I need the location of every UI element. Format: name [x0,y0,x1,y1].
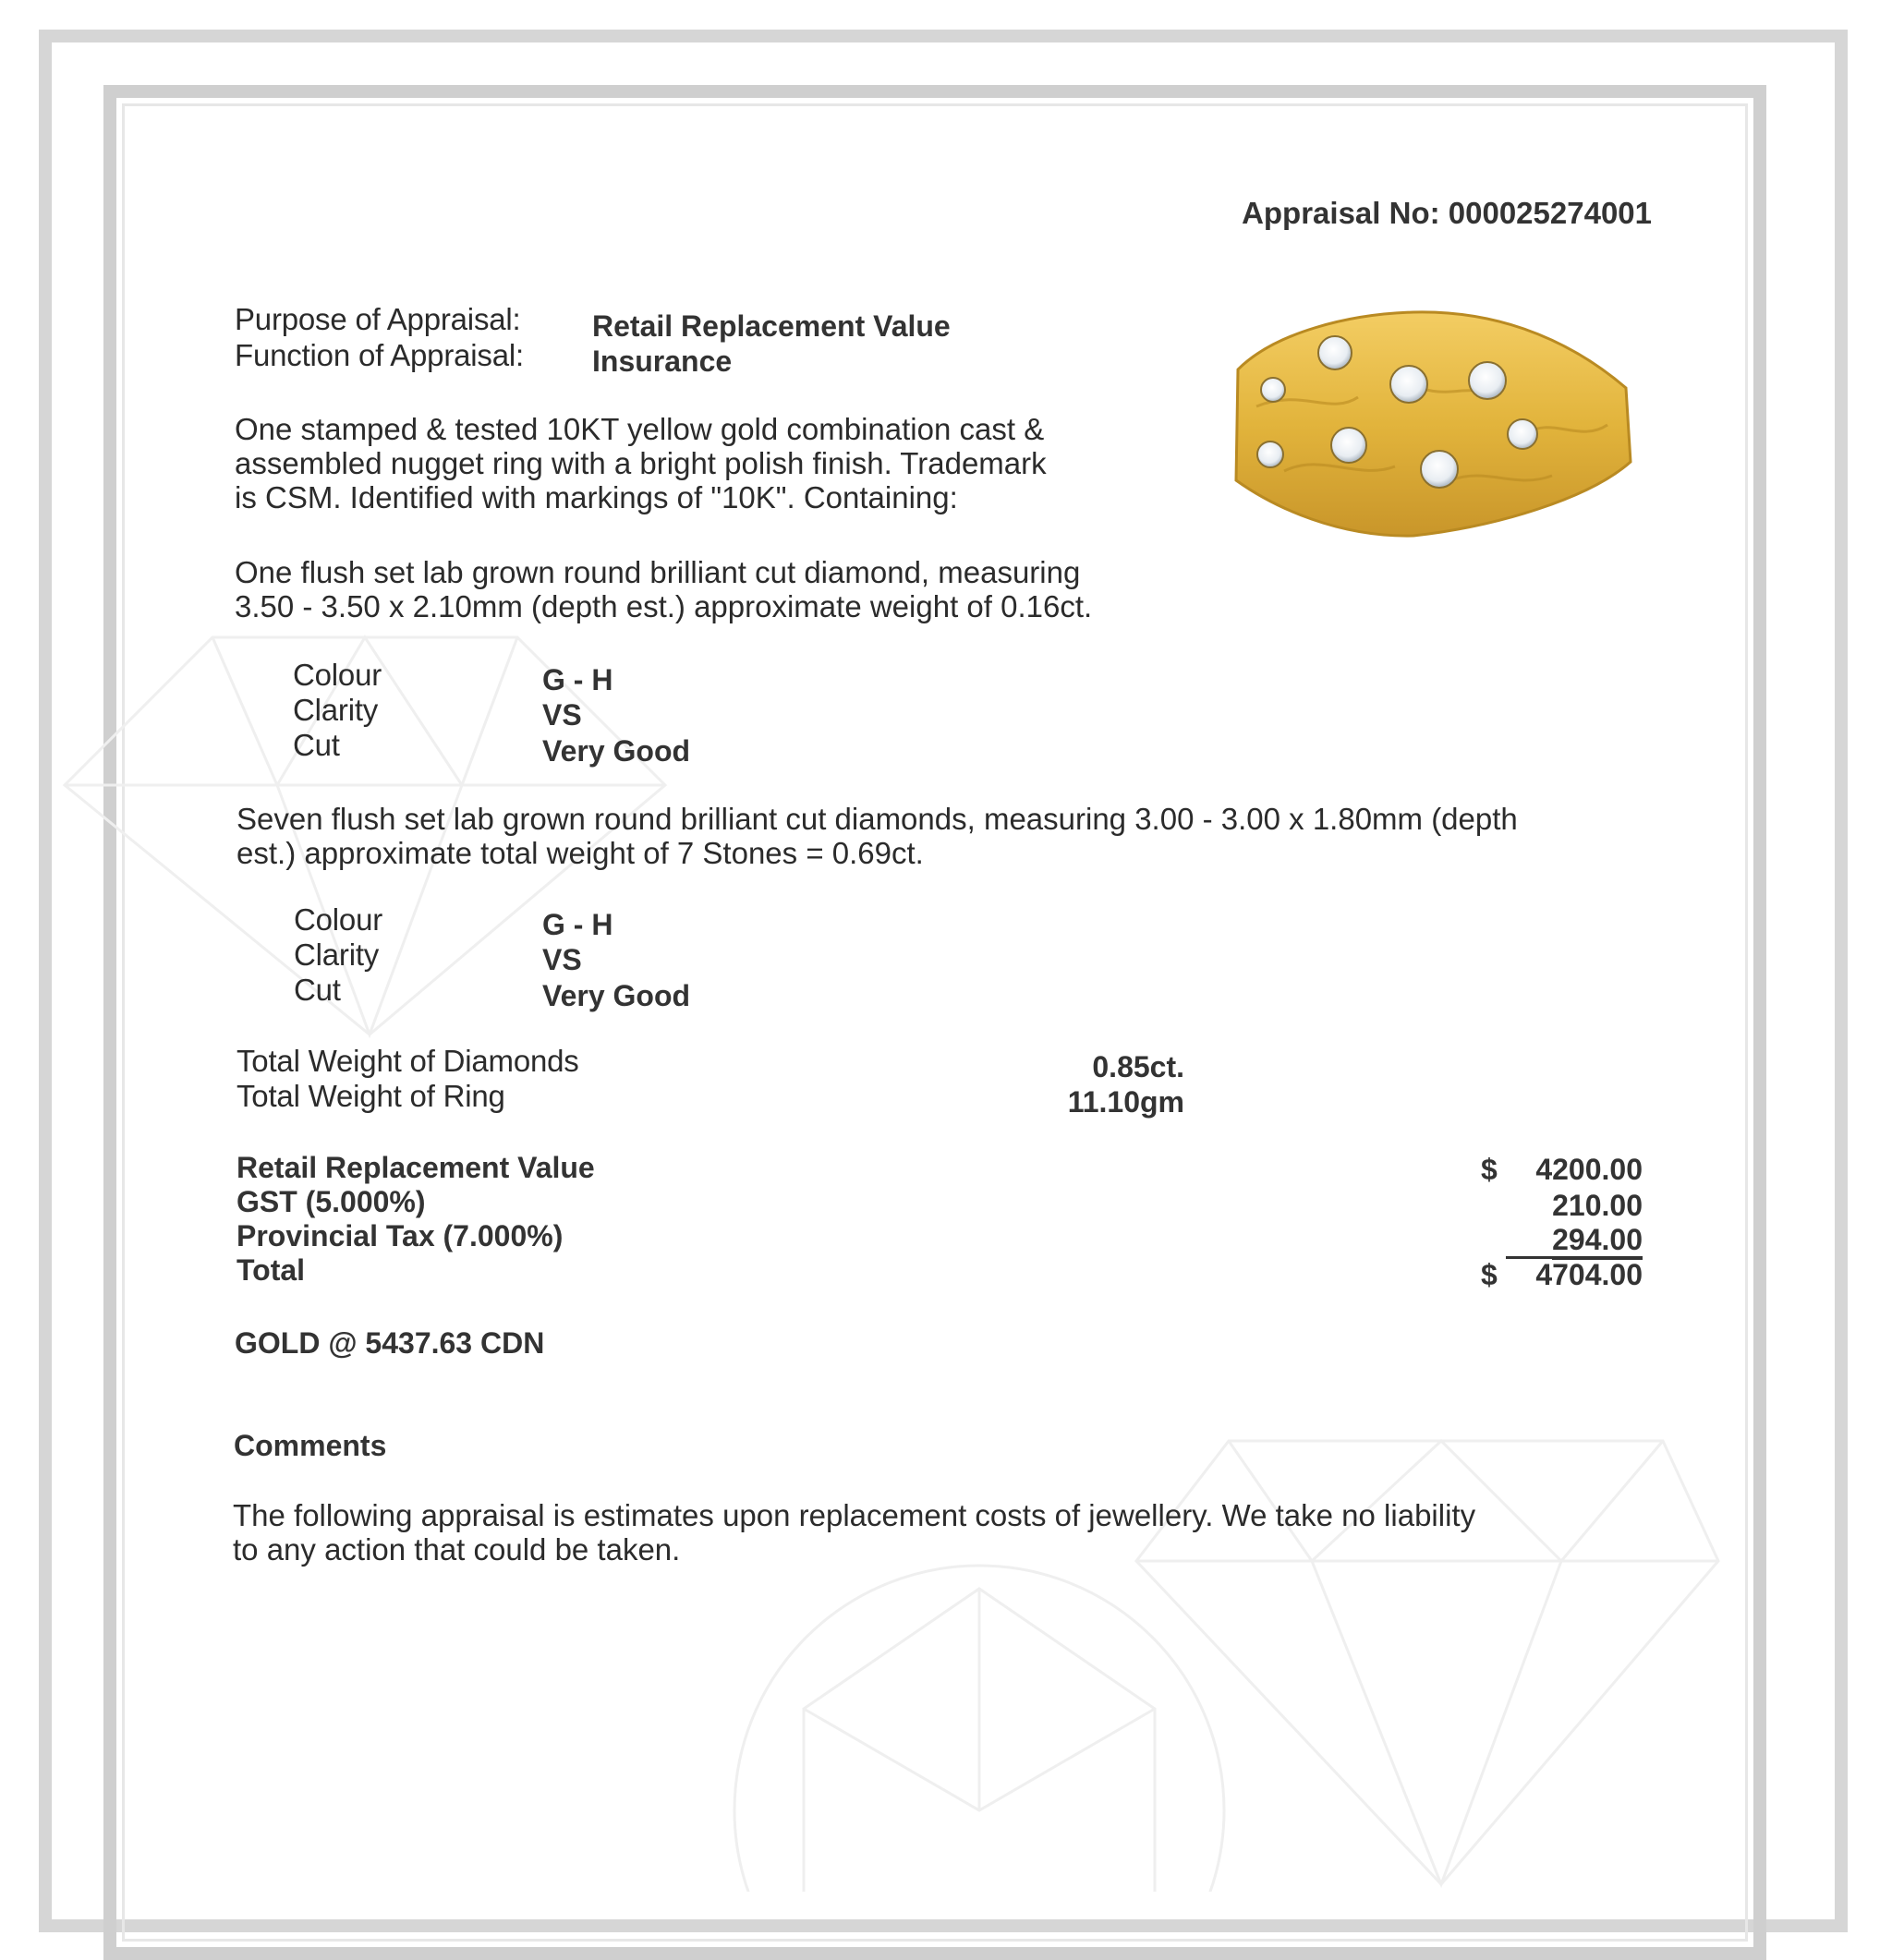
description [235,412,1047,514]
ring-photo [1219,296,1635,554]
purpose-label: Purpose of Appraisal: [235,302,521,336]
gold-price: GOLD @ 5437.63 CDN [235,1326,545,1360]
stone1-clarity-value: VS [542,698,582,732]
retail-value-currency: $ [1481,1153,1498,1186]
total-amount: 4704.00 [1535,1258,1643,1291]
description-line: is CSM. Identified with markings of "10K". Containing: [235,480,958,514]
function-label: Function of Appraisal: [235,338,524,372]
retail-value-label: Retail Replacement Value [236,1151,595,1184]
gst-label: GST (5.000%) [236,1185,426,1218]
stone2-clarity-value: VS [542,943,582,976]
stone2-clarity-label: Clarity [294,938,380,972]
stone1-description [235,555,1092,623]
description-line: One stamped & tested 10KT yellow gold combination cast & [235,412,1045,446]
stone1-colour-value: G - H [542,663,613,696]
total-currency: $ [1481,1258,1498,1291]
stone2-description [236,802,1518,870]
diamond-weight-value: 0.85ct. [1092,1050,1184,1083]
comments-heading: Comments [234,1429,387,1462]
retail-value-amount: 4200.00 [1535,1153,1643,1186]
provincial-tax-label: Provincial Tax (7.000%) [236,1219,564,1252]
stone2-colour-value: G - H [542,908,613,941]
stone2-line: Seven flush set lab grown round brilliant cut diamonds, measuring 3.00 - 3.00 x 1.80mm (depth [236,802,1518,836]
stone1-line: 3.50 - 3.50 x 2.10mm (depth est.) approximate weight of 0.16ct. [235,589,1093,623]
comments-line: The following appraisal is estimates upon replacement costs of jewellery. We take no liability [233,1498,1476,1532]
stone1-clarity-label: Clarity [293,693,379,727]
stone2-colour-label: Colour [294,902,383,937]
comments-text [233,1498,1475,1567]
comments-line: to any action that could be taken. [233,1532,681,1567]
stone1-colour-label: Colour [293,658,382,692]
diamond-weight-label: Total Weight of Diamonds [236,1044,579,1078]
description-line: assembled nugget ring with a bright polish finish. Trademark [235,446,1047,480]
stone2-cut-value: Very Good [542,979,691,1012]
stone2-cut-label: Cut [294,973,341,1007]
provincial-tax-value: 294.00 [1552,1223,1643,1260]
ring-weight-value: 11.10gm [1067,1085,1184,1119]
appraisal-number: Appraisal No: 000025274001 [1242,196,1652,230]
stone1-cut-label: Cut [293,728,340,762]
stone1-line: One flush set lab grown round brilliant cut diamond, measuring [235,555,1081,589]
function-value: Insurance [592,345,733,378]
stone2-line: est.) approximate total weight of 7 Stones = 0.69ct. [236,836,924,870]
total-label: Total [236,1253,306,1287]
gst-amount: 210.00 [1552,1189,1643,1222]
purpose-value: Retail Replacement Value [592,309,951,343]
stone1-cut-value: Very Good [542,734,691,768]
ring-weight-label: Total Weight of Ring [236,1079,505,1113]
provincial-tax-amount [1552,1223,1643,1257]
